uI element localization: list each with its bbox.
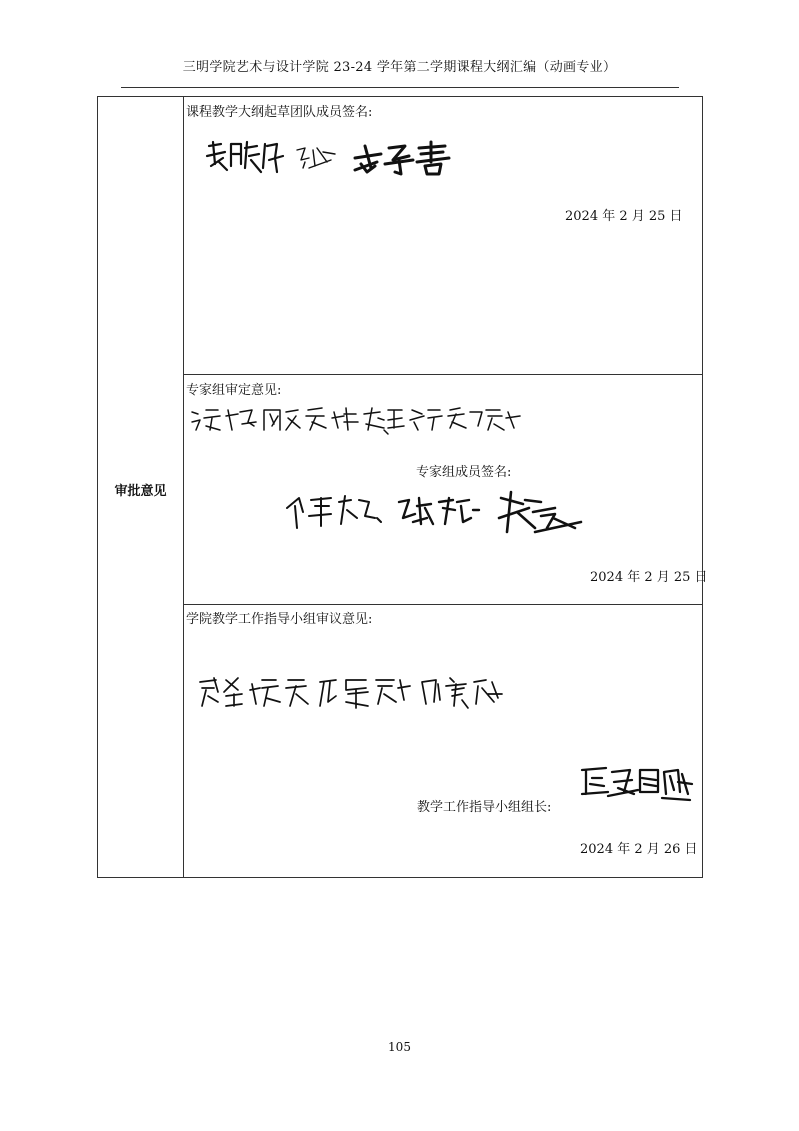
drafting-date: 2024 年 2 月 25 日 bbox=[565, 209, 683, 224]
committee-leader-signature bbox=[578, 764, 698, 808]
expert-date: 2024 年 2 月 25 日 bbox=[590, 570, 708, 585]
college-committee-label: 学院教学工作指导小组审议意见: bbox=[186, 612, 373, 627]
college-opinion-handwriting bbox=[196, 672, 506, 716]
section-divider-2 bbox=[184, 604, 703, 605]
committee-leader-label: 教学工作指导小组组长: bbox=[417, 800, 552, 815]
drafting-team-label: 课程教学大纲起草团队成员签名: bbox=[186, 105, 373, 120]
committee-date: 2024 年 2 月 26 日 bbox=[580, 842, 698, 857]
section-divider-1 bbox=[184, 374, 703, 375]
handwritten-signature-drafting bbox=[205, 138, 485, 178]
expert-opinion-label: 专家组审定意见: bbox=[186, 383, 282, 398]
handwritten-expert-opinion bbox=[188, 402, 528, 436]
expert-members-label: 专家组成员签名: bbox=[416, 465, 512, 480]
expert-signatures bbox=[285, 488, 595, 542]
handwritten-signature-experts bbox=[285, 488, 595, 538]
handwritten-signature-leader bbox=[578, 764, 698, 804]
page-header: 三明学院艺术与设计学院 23-24 学年第二学期课程大纲汇编（动画专业） bbox=[182, 60, 617, 75]
page-number: 105 bbox=[388, 1040, 411, 1054]
handwritten-college-opinion bbox=[196, 672, 506, 712]
header-rule bbox=[121, 87, 679, 88]
row-label: 审批意见 bbox=[114, 484, 167, 499]
expert-opinion-handwriting bbox=[188, 402, 528, 440]
drafting-team-signatures bbox=[205, 138, 485, 182]
